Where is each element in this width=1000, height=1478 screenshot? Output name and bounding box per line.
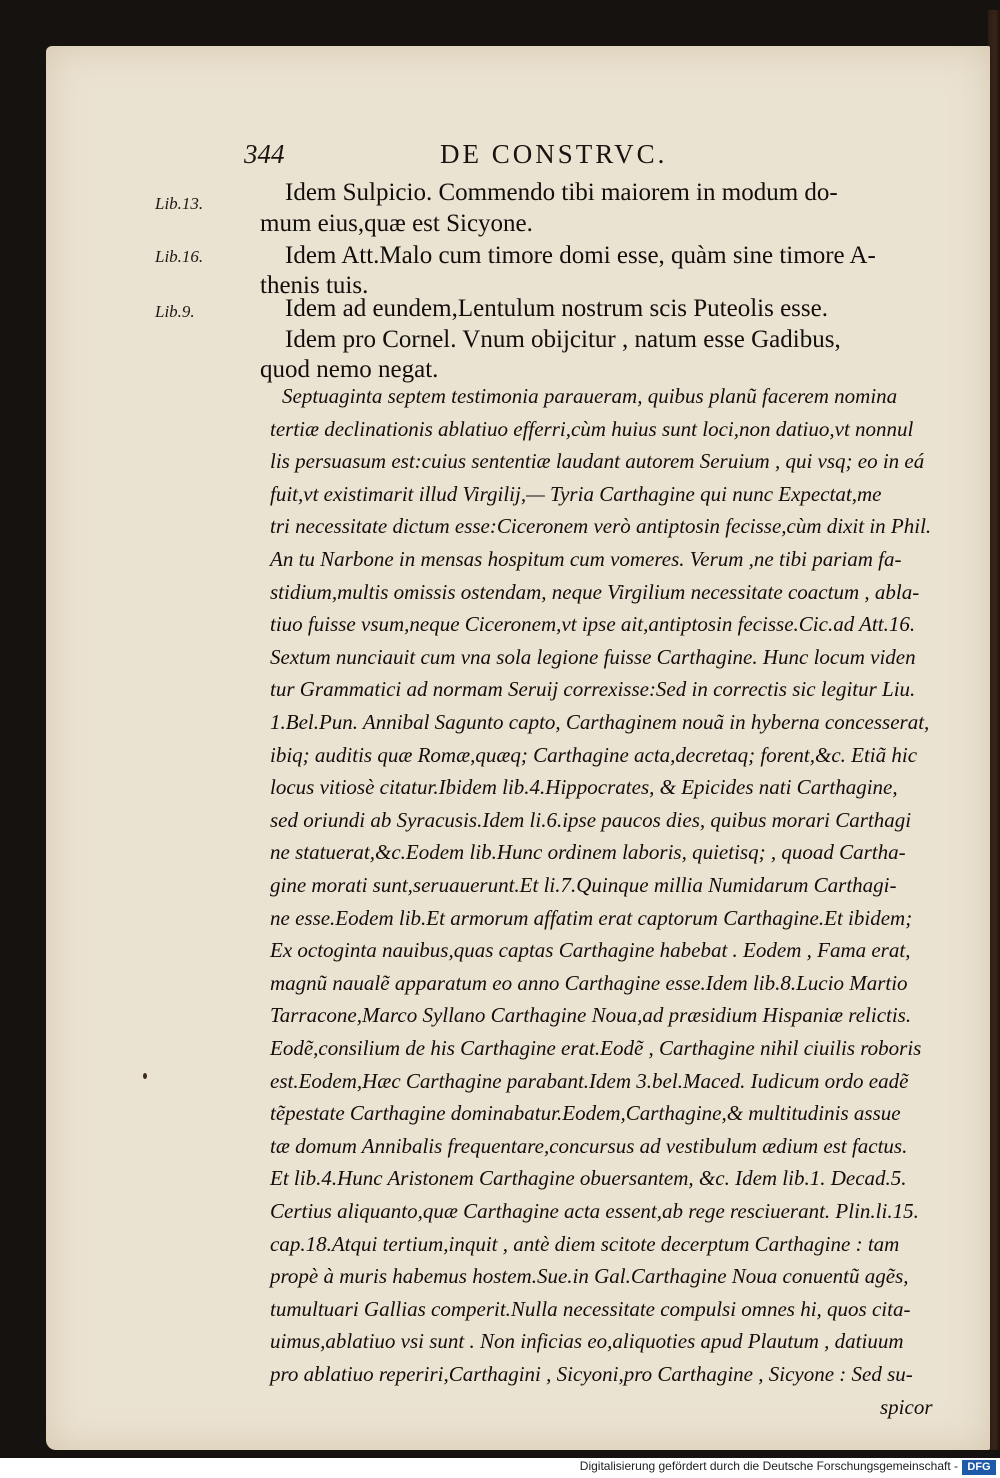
italic-line: Eodẽ,consilium de his Carthagine erat.Eodẽ , Carthagine nihil ciuilis roboris: [270, 1036, 922, 1060]
text-line: mum eius,quæ est Sicyone.: [260, 210, 533, 237]
italic-line: tẽpestate Carthagine dominabatur.Eodem,Carthagine,& multitudinis assue: [270, 1101, 901, 1126]
italic-line: locus vitiosè citatur.Ibidem lib.4.Hippocrates, & Epicides nati Carthagine,: [270, 775, 898, 800]
italic-line: tæ domum Annibalis frequentare,concursus ad vestibulum ædium est factus.: [270, 1133, 908, 1158]
italic-line: Septuaginta septem testimonia paraueram, quibus planũ facerem nomina: [282, 384, 898, 408]
dfg-logo: DFG: [962, 1460, 996, 1475]
ink-speck: [143, 1073, 147, 1079]
italic-line: propè à muris habemus hostem.Sue.in Gal.Carthagine Noua conuentũ agẽs,: [270, 1264, 909, 1289]
italic-line: ne esse.Eodem lib.Et armorum affatim erat captorum Carthagine.Et ibidem;: [270, 905, 913, 930]
text-line: Idem Sulpicio. Commendo tibi maiorem in modum do-: [285, 179, 838, 206]
footer-credit: Digitalisierung gefördert durch die Deutsche Forschungsgemeinschaft -: [579, 1459, 958, 1473]
italic-line: sed oriundi ab Syracusis.Idem li.6.ipse paucos dies, quibus morari Carthagi: [270, 807, 912, 832]
italic-line: pro ablatiuo reperiri,Carthagini , Sicyoni,pro Carthagine , Sicyone : Sed su-: [270, 1362, 913, 1386]
italic-line: stidium,multis omissis ostendam, neque Virgilium necessitate coactum , abla-: [270, 579, 920, 604]
italic-line: lis persuasum est:cuius sententiæ laudant autorem Seruium , qui vsq; eo in eá: [270, 449, 925, 474]
italic-line: tri necessitate dictum esse:Ciceronem verò antiptosin fecisse,cùm dixit in Phil.: [270, 514, 932, 539]
italic-line: Et lib.4.Hunc Aristonem Carthagine obuersantem, &c. Idem lib.1. Decad.5.: [270, 1166, 907, 1191]
italic-line: tumultuari Gallias comperit.Nulla necessitate compulsi omnes hi, quos cita-: [270, 1296, 911, 1321]
italic-line: est.Eodem,Hæc Carthagine parabant.Idem 3.bel.Maced. Iudicum ordo eadẽ: [270, 1068, 909, 1093]
italic-line: cap.18.Atqui tertium,inquit , antè diem scitote decerptum Carthagine : tam: [270, 1231, 900, 1256]
italic-line: Sextum nunciauit cum vna sola legione fuisse Carthagine. Hunc locum viden: [270, 644, 916, 669]
text-line: Idem Att.Malo cum timore domi esse, quàm sine timore A-: [285, 242, 876, 269]
italic-line: gine morati sunt,seruauerunt.Et li.7.Quinque millia Numidarum Carthagi-: [270, 873, 897, 897]
italic-line: tur Grammatici ad normam Seruij correxisse:Sed in correctis sic legitur Liu.: [270, 677, 916, 702]
italic-line: ne statuerat,&c.Eodem lib.Hunc ordinem laboris, quietisq; , quoad Cartha-: [270, 840, 906, 865]
margin-ref: Lib.13.: [155, 194, 204, 213]
italic-line: An tu Narbone in mensas hospitum cum vomeres. Verum ,ne tibi pariam fa-: [270, 547, 902, 571]
italic-line: tertiæ declinationis ablatiuo efferri,cùm huius sunt loci,non datiuo,vt nonnul: [270, 416, 914, 441]
page-number: 344: [244, 139, 285, 169]
italic-line: 1.Bel.Pun. Annibal Sagunto capto, Carthaginem nouã in hyberna concesserat,: [270, 710, 930, 734]
italic-line: Ex octoginta nauibus,quas captas Carthagine habebat . Eodem , Fama erat,: [270, 938, 911, 963]
footer-bar: [0, 1458, 1000, 1478]
margin-ref: Lib.16.: [155, 247, 204, 266]
text-line: quod nemo negat.: [260, 356, 439, 383]
italic-line: spicor: [880, 1394, 933, 1419]
text-line: Idem ad eundem,Lentulum nostrum scis Puteolis esse.: [285, 295, 828, 322]
italic-line: ibiq; auditis quæ Romæ,quæq; Carthagine acta,decretaq; forent,&c. Etiã hic: [270, 742, 918, 767]
italic-line: uimus,ablatiuo vsi sunt . Non inficias eo,aliquoties apud Plautum , datiuum: [270, 1329, 904, 1354]
italic-line: Tarracone,Marco Syllano Carthagine Noua,ad præsidium Hispaniæ relictis.: [270, 1003, 912, 1028]
running-head: DE CONSTRVC.: [440, 139, 668, 169]
italic-line: magnũ naualẽ apparatum eo anno Carthagine esse.Idem lib.8.Lucio Martio: [270, 970, 908, 995]
italic-line: tiuo fuisse vsum,neque Ciceronem,vt ipse ait,antiptosin fecisse.Cic.ad Att.16.: [270, 612, 916, 637]
margin-ref: Lib.9.: [155, 302, 195, 321]
text-line: thenis tuis.: [260, 272, 369, 299]
italic-line: Certius aliquanto,quæ Carthagine acta essent,ab rege resciuerant. Plin.li.15.: [270, 1199, 919, 1223]
text-line: Idem pro Cornel. Vnum obijcitur , natum esse Gadibus,: [285, 326, 841, 353]
italic-line: fuit,vt existimarit illud Virgilij,— Tyria Carthagine qui nunc Expectat,me: [270, 481, 882, 506]
